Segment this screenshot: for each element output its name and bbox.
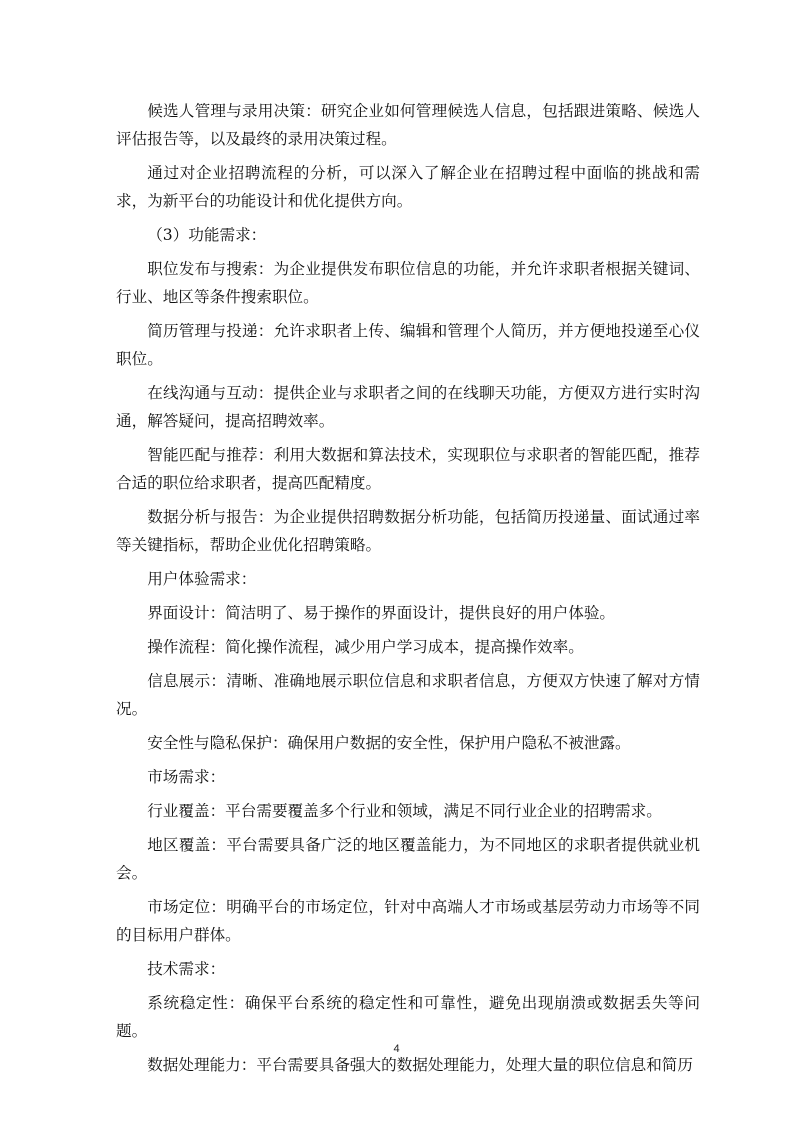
paragraph-region-coverage: 地区覆盖：平台需要具备广泛的地区覆盖能力，为不同地区的求职者提供就业机会。 bbox=[116, 836, 700, 882]
section-heading-functional-requirements: （3）功能需求： bbox=[147, 226, 267, 244]
paragraph-system-stability: 系统稳定性：确保平台系统的稳定性和可靠性，避免出现崩溃或数据丢失等问题。 bbox=[116, 994, 700, 1040]
paragraph-resume-management: 简历管理与投递：允许求职者上传、编辑和管理个人简历，并方便地投递至心仪职位。 bbox=[116, 322, 700, 368]
subheading-technical-requirements: 技术需求： bbox=[147, 960, 226, 978]
paragraph-online-communication: 在线沟通与互动：提供企业与求职者之间的在线聊天功能，方便双方进行实时沟通，解答疑问，提高招聘效率。 bbox=[116, 384, 700, 430]
subheading-market-requirements: 市场需求： bbox=[147, 768, 226, 786]
paragraph-smart-matching: 智能匹配与推荐：利用大数据和算法技术，实现职位与求职者的智能匹配，推荐合适的职位给求职者，提高匹配精度。 bbox=[116, 446, 700, 492]
paragraph-security-privacy: 安全性与隐私保护：确保用户数据的安全性，保护用户隐私不被泄露。 bbox=[147, 734, 631, 752]
page-number: 4 bbox=[393, 1043, 400, 1055]
paragraph-market-positioning: 市场定位：明确平台的市场定位，针对中高端人才市场或基层劳动力市场等不同的目标用户群体。 bbox=[116, 898, 700, 944]
paragraph-info-display: 信息展示：清晰、准确地展示职位信息和求职者信息，方便双方快速了解对方情况。 bbox=[116, 672, 700, 718]
paragraph-operation-flow: 操作流程：简化操作流程，减少用户学习成本，提高操作效率。 bbox=[147, 638, 584, 656]
paragraph-interface-design: 界面设计：简洁明了、易于操作的界面设计，提供良好的用户体验。 bbox=[147, 604, 616, 622]
document-body bbox=[116, 97, 700, 1085]
paragraph-data-processing: 数据处理能力：平台需要具备强大的数据处理能力，处理大量的职位信息和简历 bbox=[147, 1056, 693, 1074]
paragraph-job-posting-search: 职位发布与搜索：为企业提供发布职位信息的功能，并允许求职者根据关键词、行业、地区等条件搜索职位。 bbox=[116, 260, 700, 306]
paragraph-recruitment-analysis: 通过对企业招聘流程的分析，可以深入了解企业在招聘过程中面临的挑战和需求，为新平台的功能设计和优化提供方向。 bbox=[116, 164, 700, 210]
paragraph-data-analysis: 数据分析与报告：为企业提供招聘数据分析功能，包括简历投递量、面试通过率等关键指标，帮助企业优化招聘策略。 bbox=[116, 508, 700, 554]
subheading-user-experience: 用户体验需求： bbox=[147, 570, 257, 588]
paragraph-candidate-management: 候选人管理与录用决策：研究企业如何管理候选人信息，包括跟进策略、候选人评估报告等，以及最终的录用决策过程。 bbox=[116, 102, 700, 148]
paragraph-industry-coverage: 行业覆盖：平台需要覆盖多个行业和领域，满足不同行业企业的招聘需求。 bbox=[147, 802, 662, 820]
